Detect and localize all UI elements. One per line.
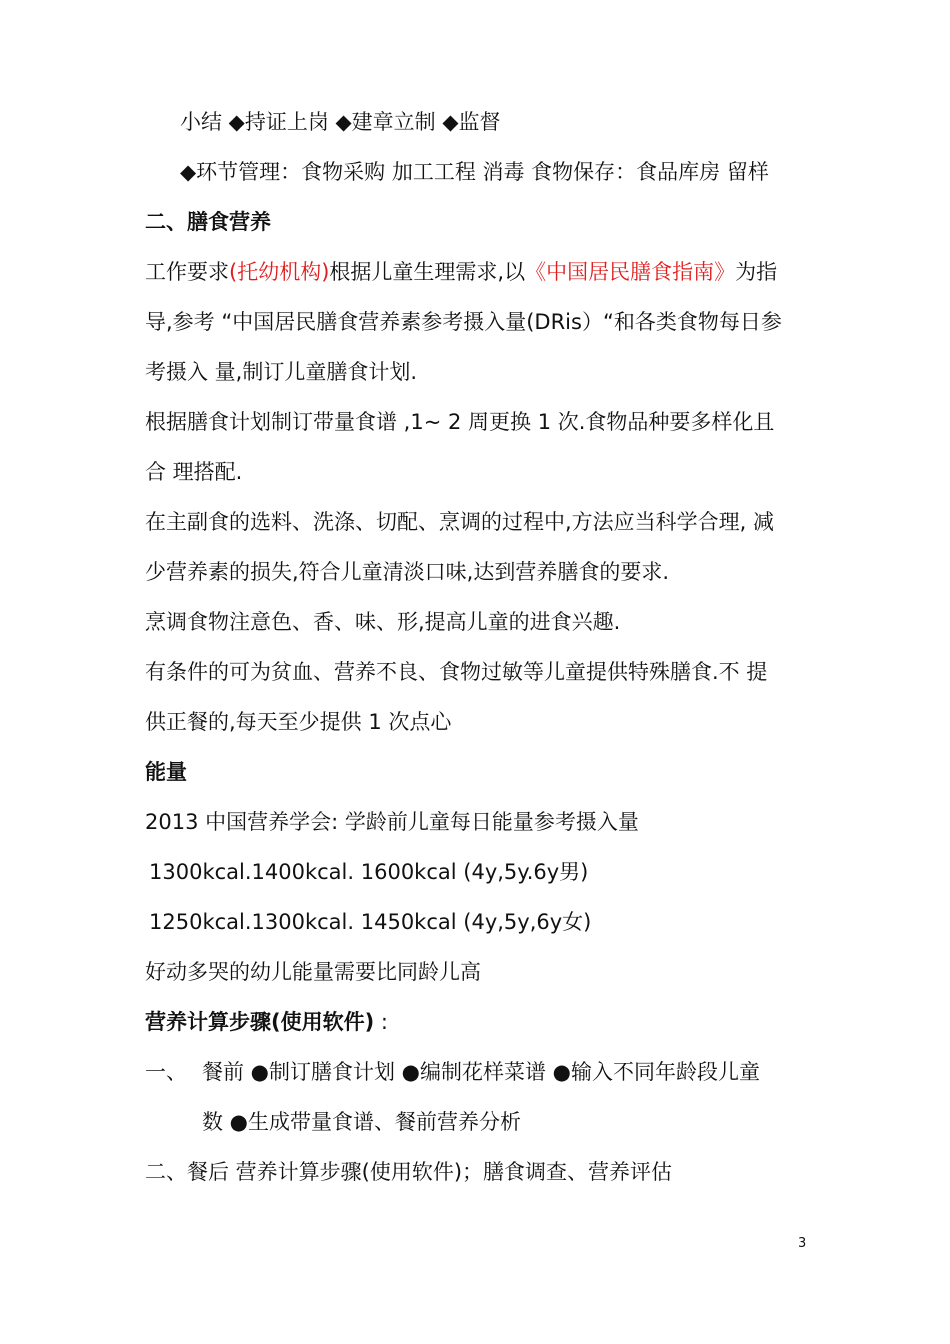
- text-line: 小结 ◆持证上岗 ◆建章立制 ◆监督: [180, 110, 501, 134]
- text-segment: 工作要求: [145, 260, 229, 284]
- text-line: 少营养素的损失,符合儿童清淡口味,达到营养膳食的要求.: [145, 560, 670, 584]
- text-segment: 根据儿童生理需求,以: [329, 260, 526, 284]
- text-line: 供正餐的,每天至少提供 1 次点心: [145, 710, 452, 734]
- text-line: 2013 中国营养学会: 学龄前儿童每日能量参考摄入量: [145, 810, 639, 834]
- text-line: 烹调食物注意色、香、味、形,提高儿童的进食兴趣.: [145, 610, 621, 634]
- text-line: 考摄入 量,制订儿童膳食计划.: [145, 360, 418, 384]
- page-number: 3: [798, 1236, 807, 1251]
- section-heading: 能量: [145, 760, 187, 784]
- section-heading: [145, 1007, 388, 1037]
- heading-text: 营养计算步骤(使用软件): [145, 1010, 375, 1034]
- text-line: 1300kcal.1400kcal. 1600kcal (4y,5y.6y男): [149, 860, 589, 884]
- text-line: 在主副食的选料、洗涤、切配、烹调的过程中,方法应当科学合理, 减: [145, 510, 775, 534]
- text-line: ◆环节管理：食物采购 加工工程 消毒 食物保存：食品库房 留样: [180, 160, 769, 184]
- highlight-text: 《中国居民膳食指南》: [525, 260, 736, 284]
- text-line: 好动多哭的幼儿能量需要比同龄儿高: [145, 960, 481, 984]
- text-line: 有条件的可为贫血、营养不良、食物过敏等儿童提供特殊膳食.不 提: [145, 660, 768, 684]
- text-line: 导,参考 “中国居民膳食营养素参考摄入量(DRis）“和各类食物每日参: [145, 310, 782, 334]
- text-line: 数 ●生成带量食谱、餐前营养分析: [202, 1110, 521, 1134]
- text-line: 合 理搭配.: [145, 460, 243, 484]
- text-line: 二、餐后 营养计算步骤(使用软件)；膳食调查、营养评估: [145, 1160, 673, 1184]
- list-marker: 一、: [145, 1060, 187, 1084]
- section-heading: 二、膳食营养: [145, 210, 271, 234]
- text-line: 餐前 ●制订膳食计划 ●编制花样菜谱 ●输入不同年龄段儿童: [202, 1060, 760, 1084]
- highlight-text: (托幼机构): [229, 260, 330, 284]
- text-line: [145, 257, 777, 287]
- text-segment: 为指: [735, 260, 778, 284]
- text-line: 1250kcal.1300kcal. 1450kcal (4y,5y,6y女): [149, 910, 592, 934]
- heading-colon: :: [374, 1010, 388, 1034]
- text-line: 根据膳食计划制订带量食谱 ,1~ 2 周更换 1 次.食物品种要多样化且: [145, 410, 775, 434]
